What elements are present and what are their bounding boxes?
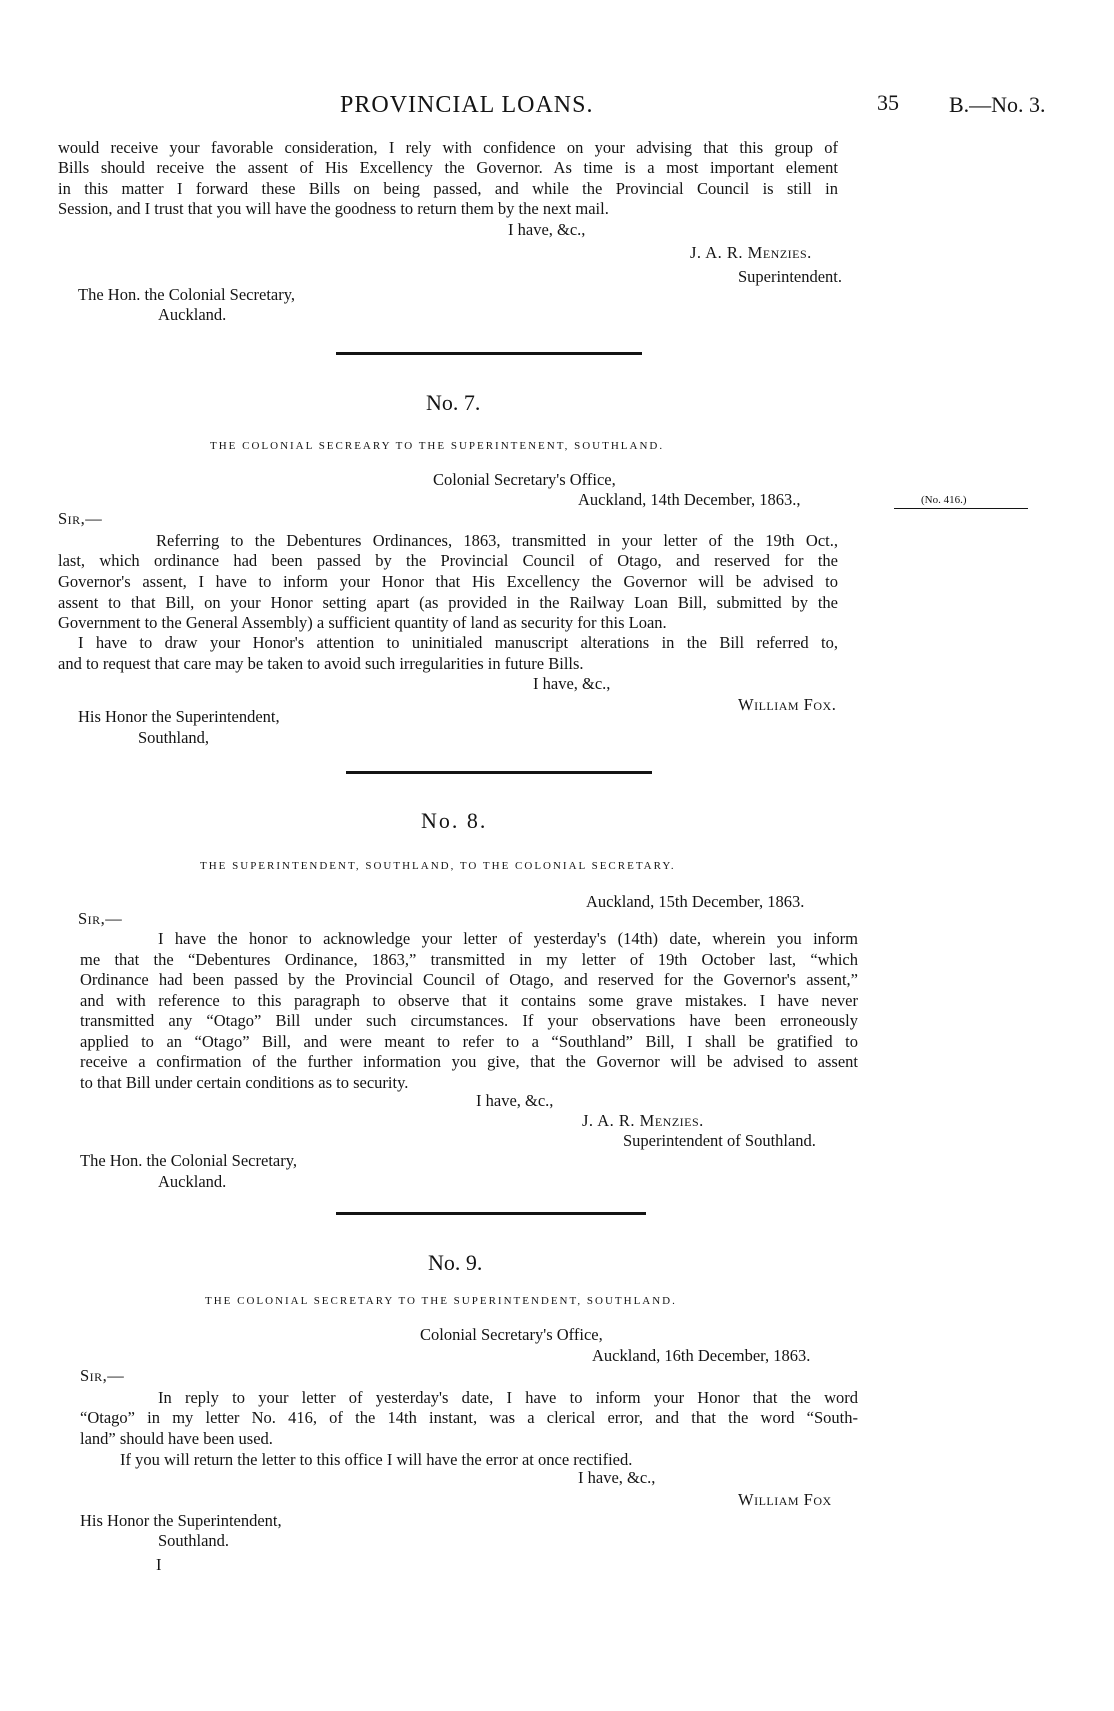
text-line: receive a confirmation of the further information you give, that the Governor will be advised to assent bbox=[80, 1052, 858, 1071]
letter-heading: THE SUPERINTENDENT, SOUTHLAND, TO THE COLONIAL SECRETARY. bbox=[200, 860, 676, 872]
closing: I have, &c., bbox=[578, 1468, 656, 1487]
text-line: would receive your favorable consideration, I rely with confidence on your advising that this group of bbox=[58, 138, 838, 157]
text-line: and with reference to this paragraph to observe that it contains some grave mistakes. I have never bbox=[80, 991, 858, 1010]
page-number: 35 bbox=[877, 90, 899, 115]
signature: William Fox. bbox=[738, 695, 837, 714]
text-line: transmitted any “Otago” Bill under such circumstances. If your observations have been erroneously bbox=[80, 1011, 858, 1030]
addressee-line: Auckland. bbox=[158, 1172, 227, 1191]
text-line: assent to that Bill, on your Honor setting apart (as provided in the Railway Loan Bill, submitted by the bbox=[58, 593, 838, 612]
text-line: Referring to the Debentures Ordinances, 1863, transmitted in your letter of the 19th Oct., bbox=[156, 531, 838, 550]
text-line: I have to draw your Honor's attention to uninitialed manuscript alterations in the Bill referred to, bbox=[78, 633, 838, 652]
margin-rule bbox=[894, 508, 1028, 509]
addressee-line: His Honor the Superintendent, bbox=[78, 707, 280, 726]
signature-title: Superintendent of Southland. bbox=[623, 1131, 816, 1150]
salutation: Sir,— bbox=[80, 1366, 125, 1385]
date-line: Auckland, 14th December, 1863., bbox=[578, 490, 801, 509]
letter-heading: THE COLONIAL SECRETARY TO THE SUPERINTENDENT, SOUTHLAND. bbox=[205, 1295, 677, 1307]
text-line: to that Bill under certain conditions as to security. bbox=[80, 1073, 409, 1092]
salutation: Sir,— bbox=[78, 909, 123, 928]
text-line: me that the “Debentures Ordinance, 1863,” transmitted in my letter of 19th October last, “which bbox=[80, 950, 858, 969]
text-line: and to request that care may be taken to avoid such irregularities in future Bills. bbox=[58, 654, 584, 673]
addressee-line: Southland. bbox=[158, 1531, 230, 1550]
text-line: If you will return the letter to this office I will have the error at once rectified. bbox=[120, 1450, 633, 1469]
text-line: Bills should receive the assent of His Excellency the Governor. As time is a most important element bbox=[58, 158, 838, 177]
addressee-line: Southland, bbox=[138, 728, 210, 747]
text-line: in this matter I forward these Bills on being passed, and while the Provincial Council is still in bbox=[58, 179, 838, 198]
addressee-line: His Honor the Superintendent, bbox=[80, 1511, 282, 1530]
office-line: Colonial Secretary's Office, bbox=[433, 470, 616, 489]
document-reference: B.—No. 3. bbox=[949, 92, 1046, 117]
running-title: PROVINCIAL LOANS. bbox=[340, 92, 594, 118]
signature: J. A. R. Menzies. bbox=[582, 1111, 704, 1130]
date-line: Auckland, 15th December, 1863. bbox=[586, 892, 805, 911]
margin-reference: (No. 416.) bbox=[921, 494, 967, 506]
text-line: I have the honor to acknowledge your letter of yesterday's (14th) date, wherein you inform bbox=[158, 929, 858, 948]
signature: William Fox bbox=[738, 1490, 832, 1509]
signature: J. A. R. Menzies. bbox=[690, 243, 812, 262]
letter-number: No. 9. bbox=[428, 1250, 483, 1275]
text-line: “Otago” in my letter No. 416, of the 14th instant, was a clerical error, and that the word “South- bbox=[80, 1408, 858, 1427]
office-line: Colonial Secretary's Office, bbox=[420, 1325, 603, 1344]
addressee-line: Auckland. bbox=[158, 305, 227, 324]
section-divider bbox=[336, 352, 642, 355]
text-line: last, which ordinance had been passed by the Provincial Council of Otago, and reserved for the bbox=[58, 551, 838, 570]
text-line: Governor's assent, I have to inform your Honor that His Excellency the Governor will be advised to bbox=[58, 572, 838, 591]
letter-heading: THE COLONIAL SECREARY TO THE SUPERINTENENT, SOUTHLAND. bbox=[210, 440, 665, 452]
salutation: Sir,— bbox=[58, 509, 103, 528]
text-line: Session, and I trust that you will have the goodness to return them by the next mail. bbox=[58, 199, 609, 218]
addressee-line: The Hon. the Colonial Secretary, bbox=[80, 1151, 298, 1170]
date-line: Auckland, 16th December, 1863. bbox=[592, 1346, 811, 1365]
text-line: applied to an “Otago” Bill, and were meant to refer to a “Southland” Bill, I shall be gratified to bbox=[80, 1032, 858, 1051]
signature-title: Superintendent. bbox=[738, 267, 843, 286]
closing: I have, &c., bbox=[476, 1091, 554, 1110]
closing: I have, &c., bbox=[508, 220, 586, 239]
text-line: Ordinance had been passed by the Provincial Council of Otago, and reserved for the Governor's assent,” bbox=[80, 970, 858, 989]
section-divider bbox=[336, 1212, 646, 1215]
closing: I have, &c., bbox=[533, 674, 611, 693]
text-line: land” should have been used. bbox=[80, 1429, 273, 1448]
text-line: In reply to your letter of yesterday's date, I have to inform your Honor that the word bbox=[158, 1388, 858, 1407]
catchword: I bbox=[156, 1555, 162, 1574]
letter-number: No. 7. bbox=[426, 390, 481, 415]
section-divider bbox=[346, 771, 652, 774]
addressee-line: The Hon. the Colonial Secretary, bbox=[78, 285, 296, 304]
letter-number: No. 8. bbox=[421, 808, 488, 833]
text-line: Government to the General Assembly) a sufficient quantity of land as security for this Loan. bbox=[58, 613, 667, 632]
